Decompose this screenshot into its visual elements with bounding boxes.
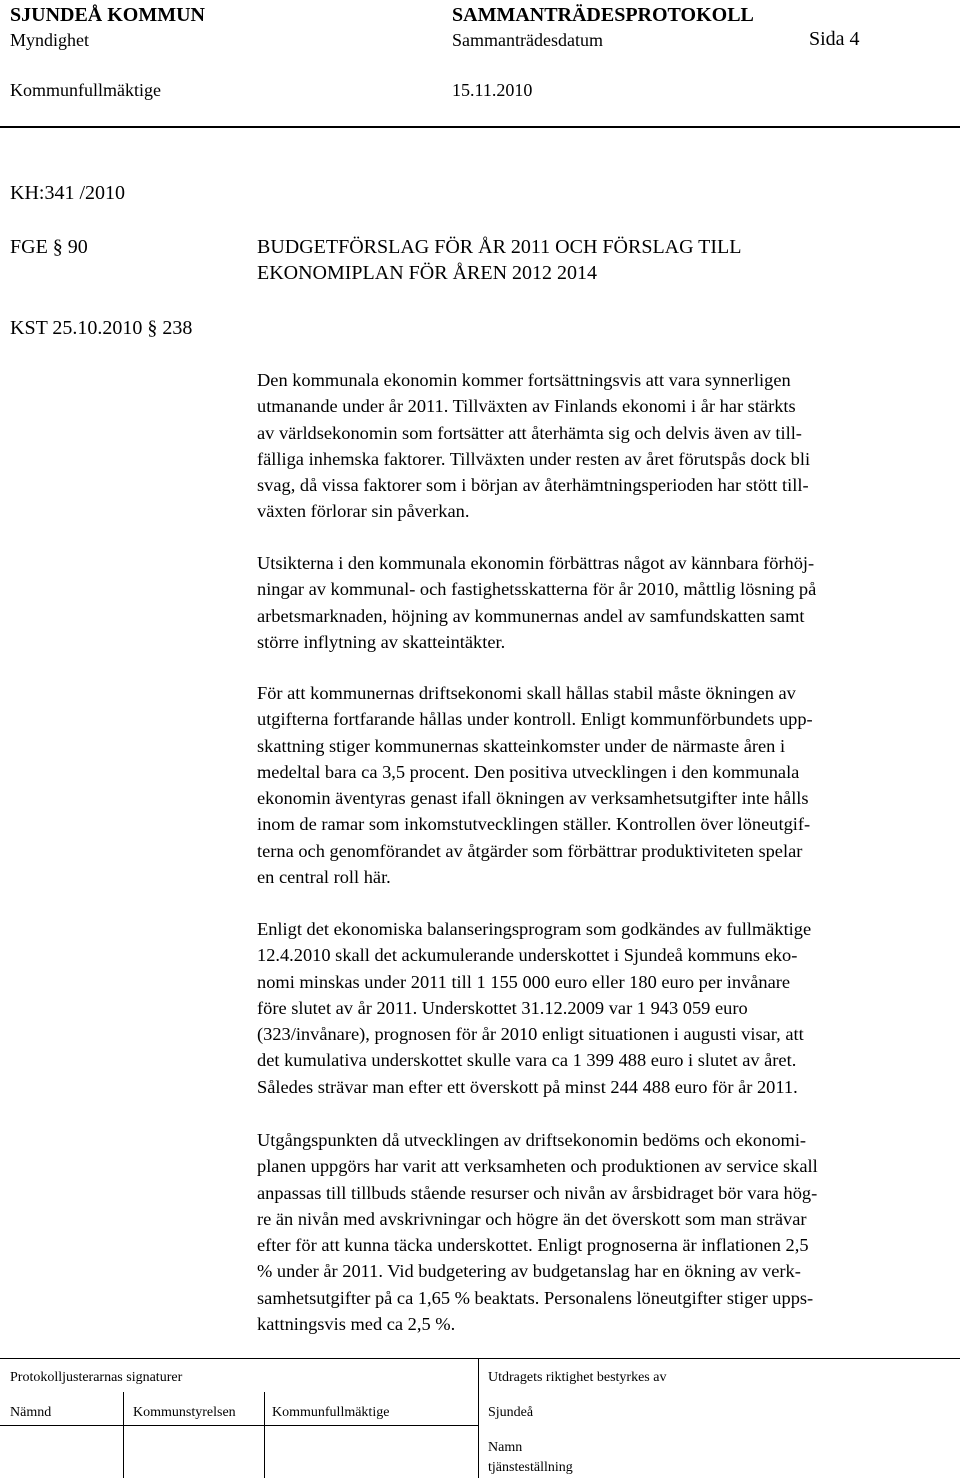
text-line: växten förlorar sin påverkan. xyxy=(257,501,470,522)
paragraph-1 xyxy=(257,367,947,525)
text-line: före slutet av år 2011. Underskottet 31.12.2009 var 1 943 059 euro xyxy=(257,997,748,1018)
document-type: SAMMANTRÄDESPROTOKOLL xyxy=(452,4,754,26)
text-line: ekonomin äventyras genast ifall ökningen av verksamhetsutgifter inte hålls xyxy=(257,788,809,809)
extract-verified-label: Utdragets riktighet bestyrkes av xyxy=(488,1370,667,1385)
text-line: Utsikterna i den kommunala ekonomin förbättras något av kännbara förhöj- xyxy=(257,553,815,573)
text-line: större inflytning av skatteintäkter. xyxy=(257,631,506,652)
text-line: Således strävar man efter ett överskott på minst 244 488 euro för år 2011. xyxy=(257,1076,798,1097)
text-line: kattningsvis med ca 2,5 %. xyxy=(257,1314,456,1335)
text-line: av världsekonomin som fortsätter att återhämta sig och delvis även av till- xyxy=(257,422,802,443)
footer-divider xyxy=(478,1358,479,1478)
text-line: planen uppgörs har varit att verksamheten och produktionen av service skall xyxy=(257,1156,818,1177)
text-line: efter för att kunna täcka underskottet. Enligt prognoserna är inflationen 2,5 xyxy=(257,1235,809,1256)
signatures-label: Protokolljusterarnas signaturer xyxy=(10,1370,183,1385)
header-rule xyxy=(0,126,960,128)
place-label: Sjundeå xyxy=(488,1405,534,1420)
position-label: tjänsteställning xyxy=(488,1460,573,1475)
text-line: terna och genomförandet av åtgärder som förbättrar produktiviteten spelar xyxy=(257,840,803,861)
paragraph-3 xyxy=(257,680,947,890)
text-line: 12.4.2010 skall det ackumulerande underskottet i Sjundeå kommuns eko- xyxy=(257,945,798,966)
organ-kommunstyrelsen: Kommunstyrelsen xyxy=(133,1405,236,1420)
meeting-date: 15.11.2010 xyxy=(452,80,533,100)
organ-label: Nämnd xyxy=(10,1405,52,1420)
kst-reference: KST 25.10.2010 § 238 xyxy=(10,317,193,339)
case-title-line1: BUDGETFÖRSLAG FÖR ÅR 2011 OCH FÖRSLAG TILL xyxy=(257,236,742,258)
text-line: ningar av kommunal- och fastighetsskatterna för år 2010, måttlig lösning på xyxy=(257,579,817,600)
authority-name: Kommunfullmäktige xyxy=(10,80,161,100)
footer-top-rule xyxy=(0,1358,960,1359)
text-line: svag, då vissa faktorer som i början av återhämtningsperioden har stött till- xyxy=(257,475,809,496)
section-number: FGE § 90 xyxy=(10,236,88,258)
text-line: inom de ramar som inkomstutvecklingen ställer. Kontrollen över löneutgif- xyxy=(257,814,811,835)
page-number: Sida 4 xyxy=(809,28,860,50)
text-line: fälliga inhemska faktorer. Tillväxten under resten av året förutspås dock bli xyxy=(257,448,811,469)
text-line: (323/invånare), prognosen för år 2010 enligt situationen i augusti visar, att xyxy=(257,1024,804,1045)
case-title-line2: EKONOMIPLAN FÖR ÅREN 2012 2014 xyxy=(257,262,598,284)
text-line: Enligt det ekonomiska balanseringsprogram som godkändes av fullmäktige xyxy=(257,919,812,939)
signature-row-rule xyxy=(0,1425,478,1426)
paragraph-4 xyxy=(257,916,947,1100)
authority-label: Myndighet xyxy=(10,30,89,50)
case-number: KH:341 /2010 xyxy=(10,182,125,204)
signature-cell-divider xyxy=(264,1392,265,1478)
organ-kommunfullmaktige: Kommunfullmäktige xyxy=(272,1405,390,1420)
text-line: det kumulativa underskottet skulle vara ca 1 399 488 euro i slutet av året. xyxy=(257,1050,797,1071)
text-line: utgifterna fortfarande hållas under kontroll. Enligt kommunförbundets upp- xyxy=(257,709,813,730)
text-line: medeltal bara ca 3,5 procent. Den positiva utvecklingen i den kommunala xyxy=(257,761,800,782)
text-line: arbetsmarknaden, höjning av kommunernas andel av samfundskatten samt xyxy=(257,605,805,626)
text-line: samhetsutgifter på ca 1,65 % beaktats. Personalens löneutgifter stiger upps- xyxy=(257,1287,814,1308)
text-line: Utgångspunkten då utvecklingen av driftsekonomin bedöms och ekonomi- xyxy=(257,1130,807,1150)
paragraph-2 xyxy=(257,550,947,655)
signature-cell-divider xyxy=(123,1392,124,1478)
text-line: nomi minskas under 2011 till 1 155 000 euro eller 180 euro per invånare xyxy=(257,971,791,992)
org-name: SJUNDEÅ KOMMUN xyxy=(10,4,205,26)
text-line: Den kommunala ekonomin kommer fortsättningsvis att vara synnerligen xyxy=(257,370,791,390)
name-label: Namn xyxy=(488,1440,523,1455)
text-line: re än nivån med avskrivningar och högre än det överskott som man strävar xyxy=(257,1208,807,1229)
text-line: För att kommunernas driftsekonomi skall hållas stabil måste ökningen av xyxy=(257,683,796,703)
text-line: % under år 2011. Vid budgetering av budgetanslag har en ökning av verk- xyxy=(257,1261,801,1282)
date-label: Sammanträdesdatum xyxy=(452,30,603,50)
text-line: en central roll här. xyxy=(257,867,391,888)
text-line: skattning stiger kommunernas skatteinkomster under de närmaste åren i xyxy=(257,735,786,756)
text-line: anpassas till tillbuds stående resurser och nivån av årsbidraget bör vara hög- xyxy=(257,1182,818,1203)
paragraph-5 xyxy=(257,1127,947,1337)
text-line: utmanande under år 2011. Tillväxten av Finlands ekonomi i år har stärkts xyxy=(257,396,796,417)
